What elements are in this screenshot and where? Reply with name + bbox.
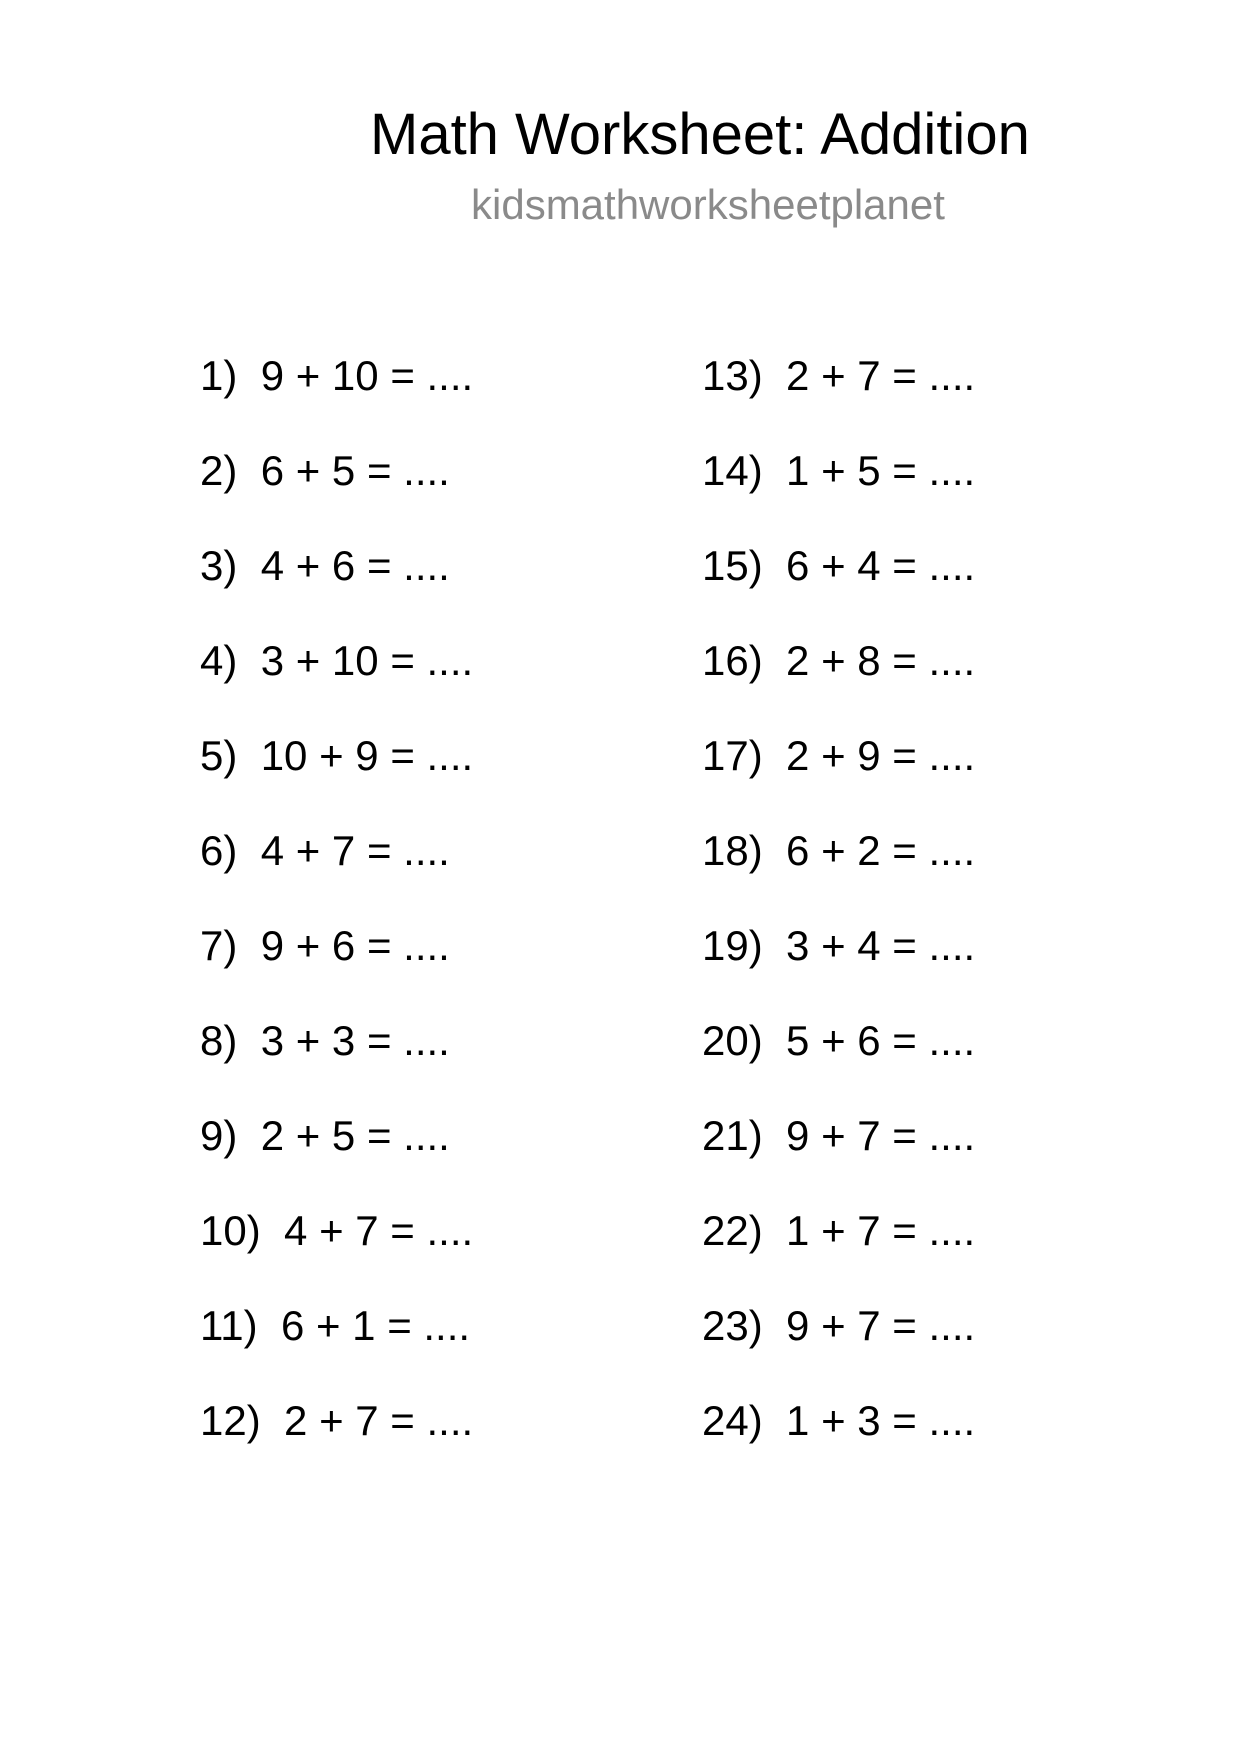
problem-expression: 6 + 1 = .... [280, 1302, 471, 1349]
problem-expression: 1 + 5 = .... [786, 447, 976, 494]
problem-7 [200, 918, 473, 1013]
problem-expression: 3 + 3 = .... [260, 1017, 450, 1064]
problem-expression: 4 + 7 = .... [284, 1207, 474, 1254]
problem-number: 8) [200, 1017, 238, 1064]
problem-column-right [702, 348, 975, 1488]
problem-5 [200, 728, 473, 823]
problem-expression: 10 + 9 = .... [260, 732, 474, 779]
problem-1 [200, 348, 473, 443]
problem-6 [200, 823, 473, 918]
problem-number: 18) [702, 827, 763, 874]
problem-20 [702, 1013, 975, 1108]
problem-expression: 2 + 7 = .... [786, 352, 976, 399]
problem-number: 23) [702, 1302, 763, 1349]
problem-expression: 2 + 7 = .... [284, 1397, 474, 1444]
problem-number: 20) [702, 1017, 763, 1064]
problem-number: 2) [200, 447, 238, 494]
problem-number: 15) [702, 542, 763, 589]
problem-number: 9) [200, 1112, 238, 1159]
problem-11 [200, 1298, 473, 1393]
problem-14 [702, 443, 975, 538]
problem-number: 19) [702, 922, 763, 969]
problem-8 [200, 1013, 473, 1108]
problem-24 [702, 1393, 975, 1488]
problem-expression: 6 + 2 = .... [786, 827, 976, 874]
problem-number: 12) [200, 1397, 261, 1444]
problem-22 [702, 1203, 975, 1298]
problem-number: 7) [200, 922, 238, 969]
worksheet-source: kidsmathworksheetplanet [471, 181, 945, 228]
problem-expression: 2 + 8 = .... [786, 637, 976, 684]
problem-23 [702, 1298, 975, 1393]
problem-expression: 1 + 7 = .... [786, 1207, 976, 1254]
problem-expression: 3 + 4 = .... [786, 922, 976, 969]
problem-expression: 4 + 6 = .... [260, 542, 450, 589]
problem-19 [702, 918, 975, 1013]
problem-number: 14) [702, 447, 763, 494]
problem-number: 1) [200, 352, 238, 399]
problem-4 [200, 633, 473, 728]
worksheet-title: Math Worksheet: Addition [370, 102, 1030, 167]
problem-12 [200, 1393, 473, 1488]
problem-expression: 9 + 6 = .... [260, 922, 450, 969]
problem-3 [200, 538, 473, 633]
problem-number: 17) [702, 732, 763, 779]
problem-column-left [200, 348, 473, 1488]
problem-expression: 2 + 5 = .... [260, 1112, 450, 1159]
problem-15 [702, 538, 975, 633]
problem-number: 11) [200, 1302, 258, 1349]
problem-expression: 3 + 10 = .... [260, 637, 474, 684]
problem-expression: 9 + 10 = .... [260, 352, 474, 399]
problem-10 [200, 1203, 473, 1298]
problem-number: 21) [702, 1112, 763, 1159]
problem-number: 22) [702, 1207, 763, 1254]
problem-expression: 4 + 7 = .... [260, 827, 450, 874]
problem-number: 10) [200, 1207, 261, 1254]
problem-number: 4) [200, 637, 238, 684]
problem-expression: 2 + 9 = .... [786, 732, 976, 779]
problem-number: 16) [702, 637, 763, 684]
problem-16 [702, 633, 975, 728]
problem-expression: 5 + 6 = .... [786, 1017, 976, 1064]
problem-18 [702, 823, 975, 918]
problem-expression: 9 + 7 = .... [786, 1302, 976, 1349]
problem-expression: 6 + 4 = .... [786, 542, 976, 589]
problem-number: 5) [200, 732, 238, 779]
problem-2 [200, 443, 473, 538]
problem-9 [200, 1108, 473, 1203]
problem-17 [702, 728, 975, 823]
problem-number: 13) [702, 352, 763, 399]
problem-number: 3) [200, 542, 238, 589]
problem-number: 24) [702, 1397, 763, 1444]
problem-13 [702, 348, 975, 443]
problem-expression: 9 + 7 = .... [786, 1112, 976, 1159]
problem-expression: 1 + 3 = .... [786, 1397, 976, 1444]
problem-21 [702, 1108, 975, 1203]
problem-number: 6) [200, 827, 238, 874]
problem-expression: 6 + 5 = .... [260, 447, 450, 494]
